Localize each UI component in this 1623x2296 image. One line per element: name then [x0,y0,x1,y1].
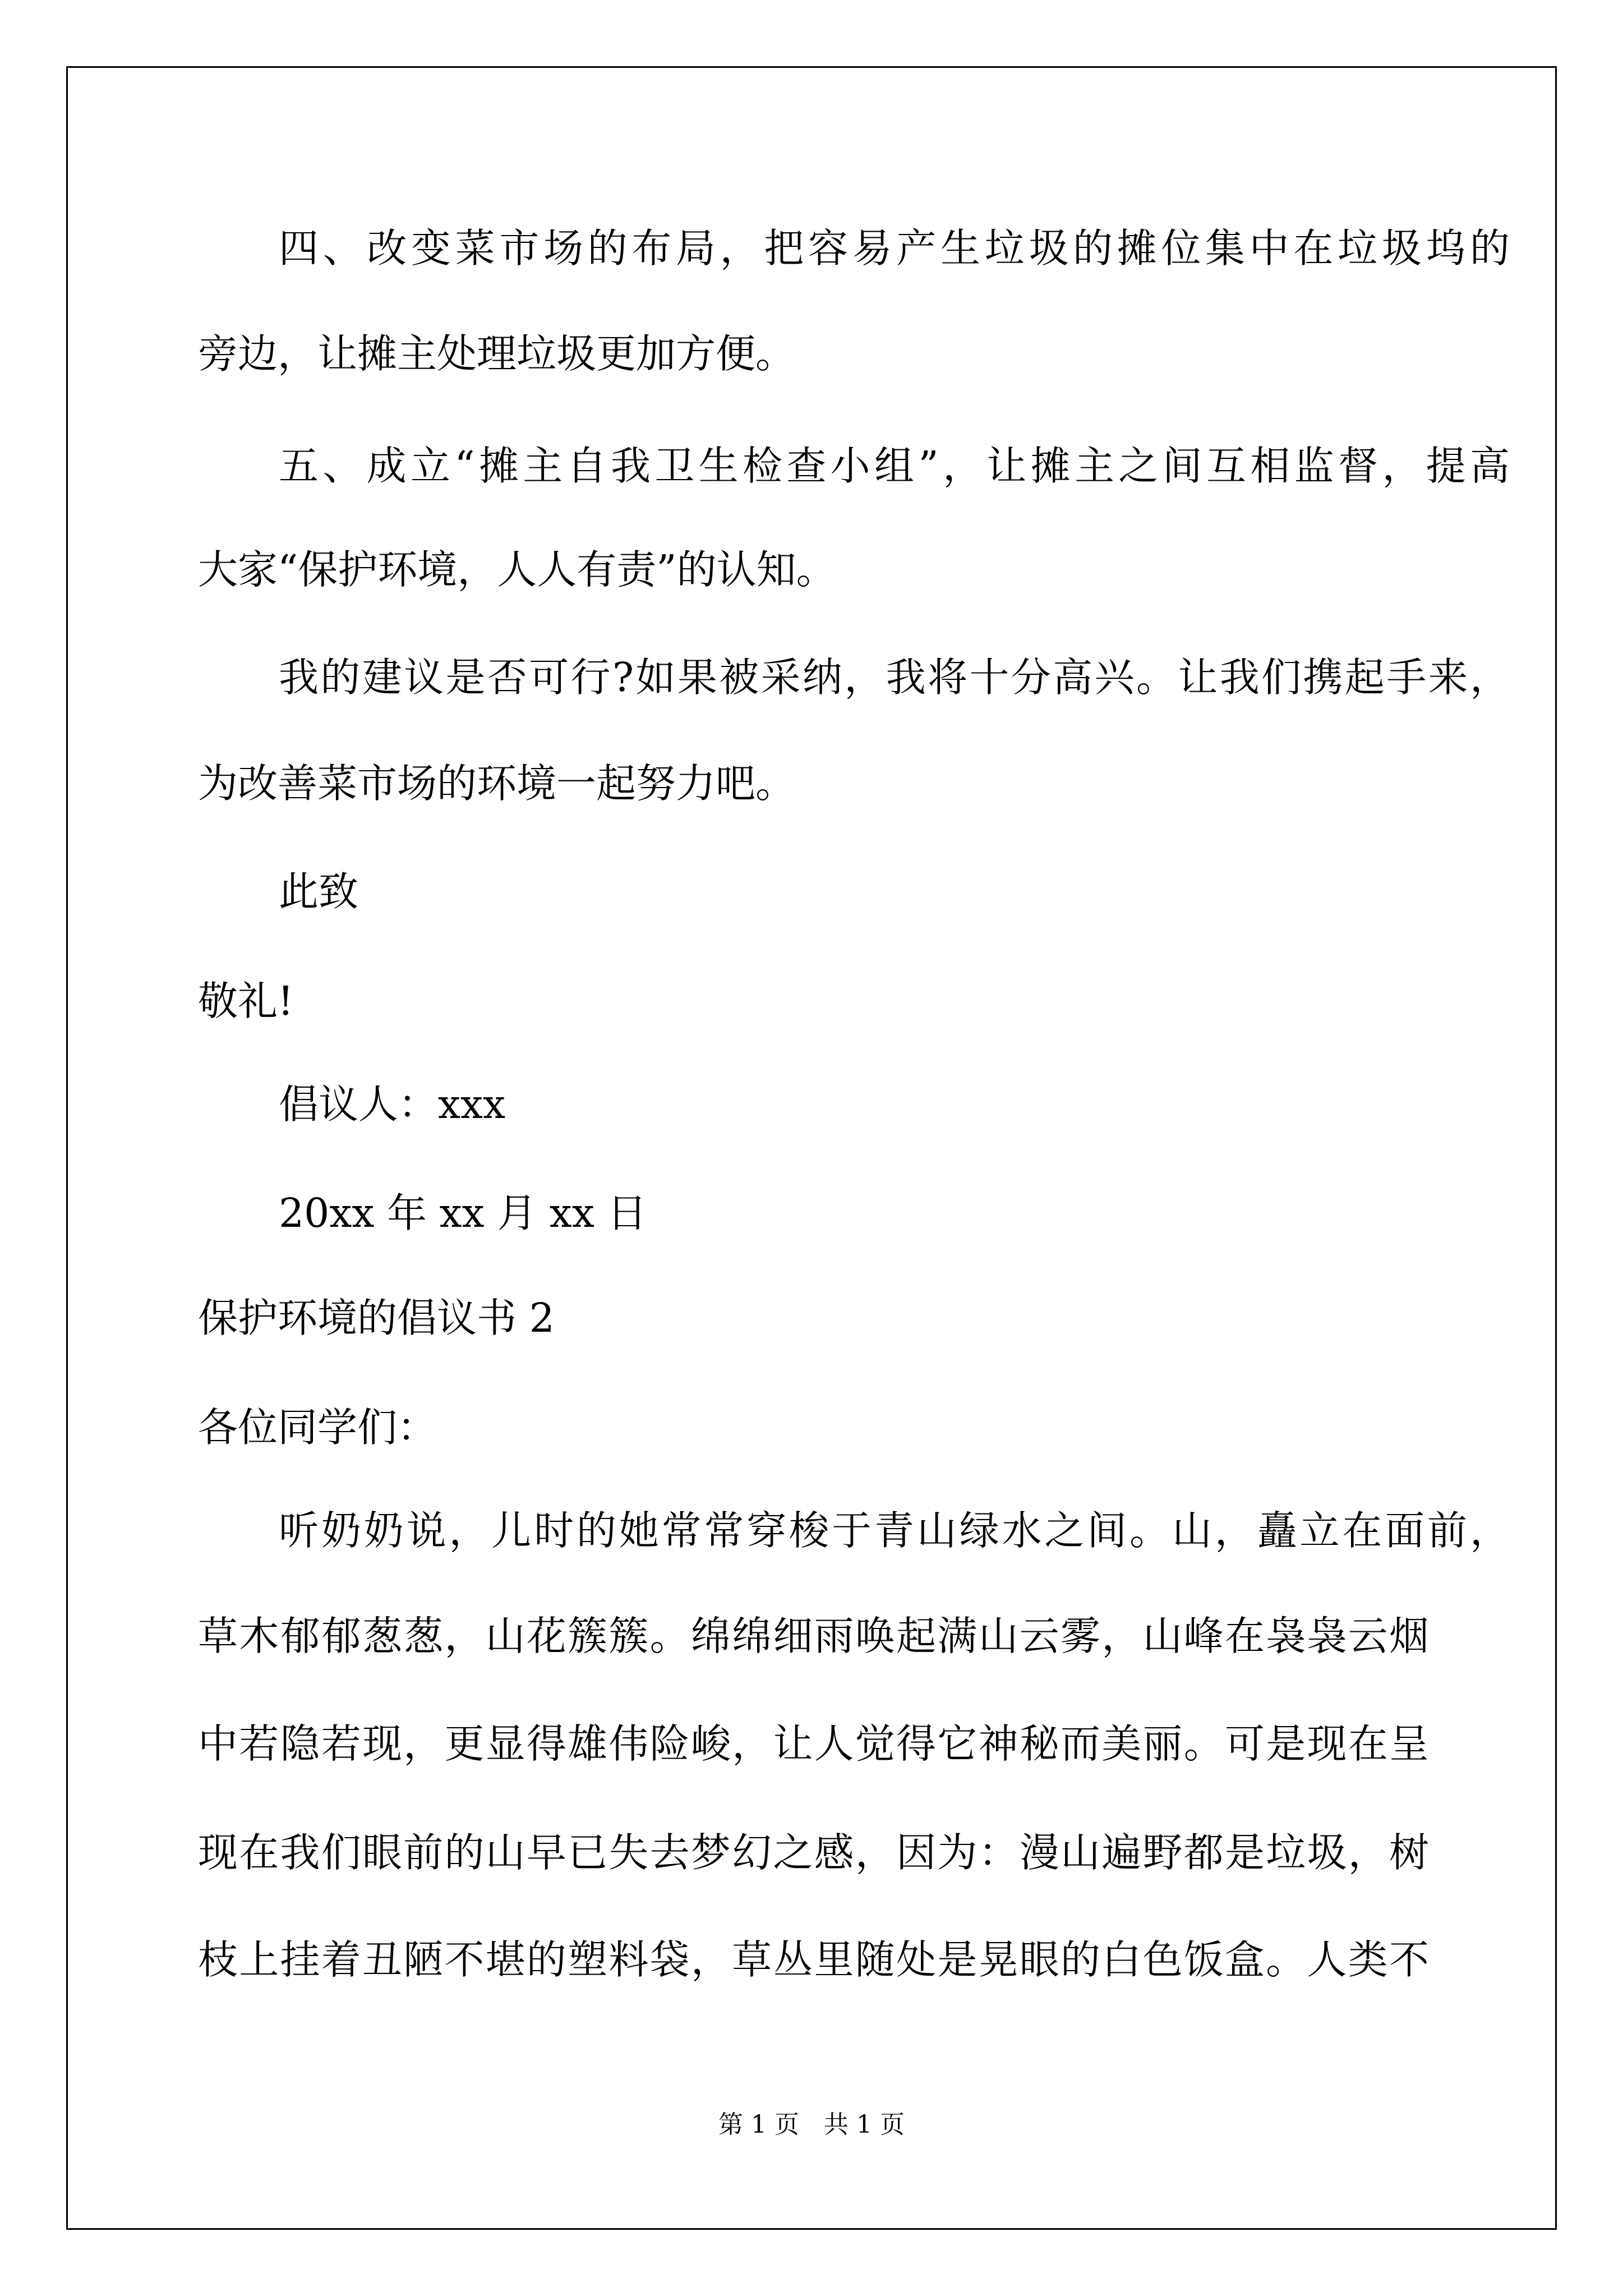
paragraph-7-line-3: 中若隐若现，更显得雄伟险峻，让人觉得它神秘而美丽。可是现在呈 [198,1720,1429,1767]
paragraph-5-line-2: 大家“保护环境，人人有责”的认知。 [198,546,836,593]
paragraph-6-line-1: 我的建议是否可行?如果被采纳，我将十分高兴。让我们携起手来， [279,654,1510,701]
closing-line-1: 此致 [279,868,359,915]
paragraph-7-line-1: 听奶奶说，儿时的她常常穿梭于青山绿水之间。山，矗立在面前， [279,1507,1510,1554]
paragraph-7-line-2: 草木郁郁葱葱，山花簇簇。绵绵细雨唤起满山云雾，山峰在袅袅云烟 [198,1613,1429,1659]
page-border [66,66,1557,2230]
signer: 倡议人：xxx [279,1081,506,1128]
paragraph-6-line-2: 为改善菜市场的环境一起努力吧。 [198,760,796,807]
paragraph-5-line-1: 五、成立“摊主自我卫生检查小组”，让摊主之间互相监督，提高 [279,443,1510,489]
paragraph-7-line-5: 枝上挂着丑陋不堪的塑料袋，草丛里随处是晃眼的白色饭盒。人类不 [198,1936,1429,1983]
paragraph-7-line-4: 现在我们眼前的山早已失去梦幻之感，因为：漫山遍野都是垃圾，树 [198,1829,1429,1876]
salutation: 各位同学们： [198,1404,437,1451]
section-title: 保护环境的倡议书 2 [198,1295,555,1341]
paragraph-4-line-1: 四、改变菜市场的布局，把容易产生垃圾的摊位集中在垃圾坞的 [279,225,1510,272]
paragraph-4-line-2: 旁边，让摊主处理垃圾更加方便。 [198,330,796,377]
closing-line-2: 敬礼! [198,978,294,1024]
date: 20xx 年 xx 月 xx 日 [279,1190,647,1236]
page-footer: 第 1 页 共 1 页 [718,2110,905,2139]
